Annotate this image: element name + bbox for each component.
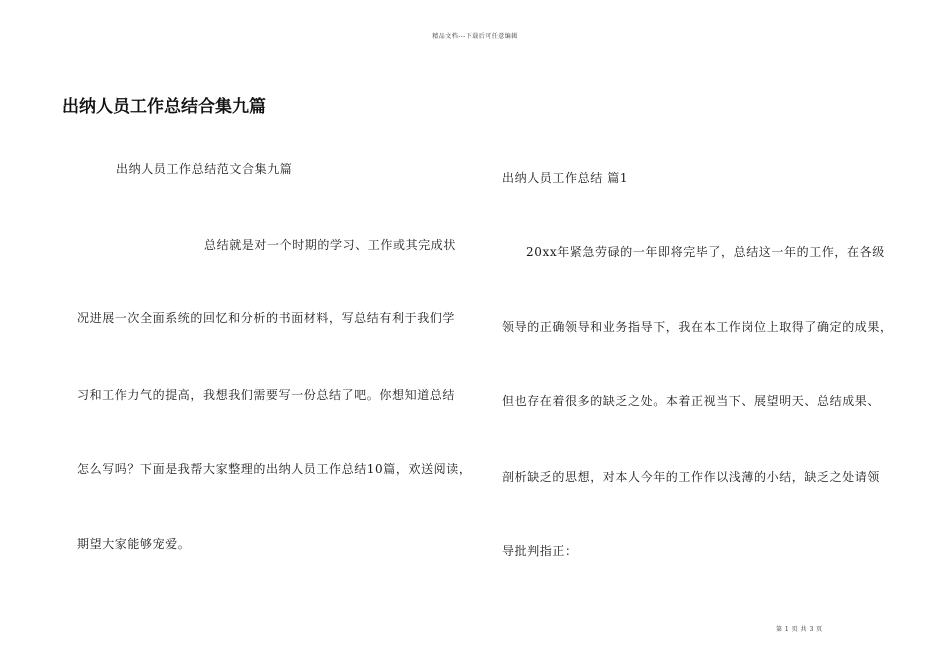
right-paragraph-line: 20xx年紧急劳碌的一年即将完毕了，总结这一年的工作，在各级 <box>526 245 885 259</box>
left-paragraph-line: 况进展一次全面系统的回忆和分析的书面材料，写总结有利于我们学 <box>77 311 456 325</box>
left-paragraph-line: 期望大家能够宠爱。 <box>77 537 191 551</box>
header-note: 精品文档---下载后可任意编辑 <box>432 33 518 40</box>
right-paragraph-line: 导批判指正： <box>502 544 578 558</box>
page-number-footer: 第 1 页 共 3 页 <box>776 626 823 633</box>
right-paragraph-line: 领导的正确领导和业务指导下，我在本工作岗位上取得了确定的成果， <box>502 320 893 334</box>
document-title: 出纳人员工作总结合集九篇 <box>62 97 266 117</box>
left-subtitle: 出纳人员工作总结范文合集九篇 <box>116 162 293 176</box>
left-paragraph-line: 怎么写吗？下面是我帮大家整理的出纳人员工作总结10篇，欢送阅读， <box>77 462 472 476</box>
left-paragraph-line: 总结就是对一个时期的学习、工作或其完成状 <box>204 238 457 252</box>
left-paragraph-line: 习和工作力气的提高，我想我们需要写一份总结了吧。你想知道总结 <box>77 388 456 402</box>
right-paragraph-line: 剖析缺乏的思想，对本人今年的工作作以浅薄的小结，缺乏之处请领 <box>502 470 881 484</box>
right-section-heading: 出纳人员工作总结 篇1 <box>502 171 629 185</box>
right-paragraph-line: 但也存在着很多的缺乏之处。本着正视当下、展望明天、总结成果、 <box>502 394 881 408</box>
